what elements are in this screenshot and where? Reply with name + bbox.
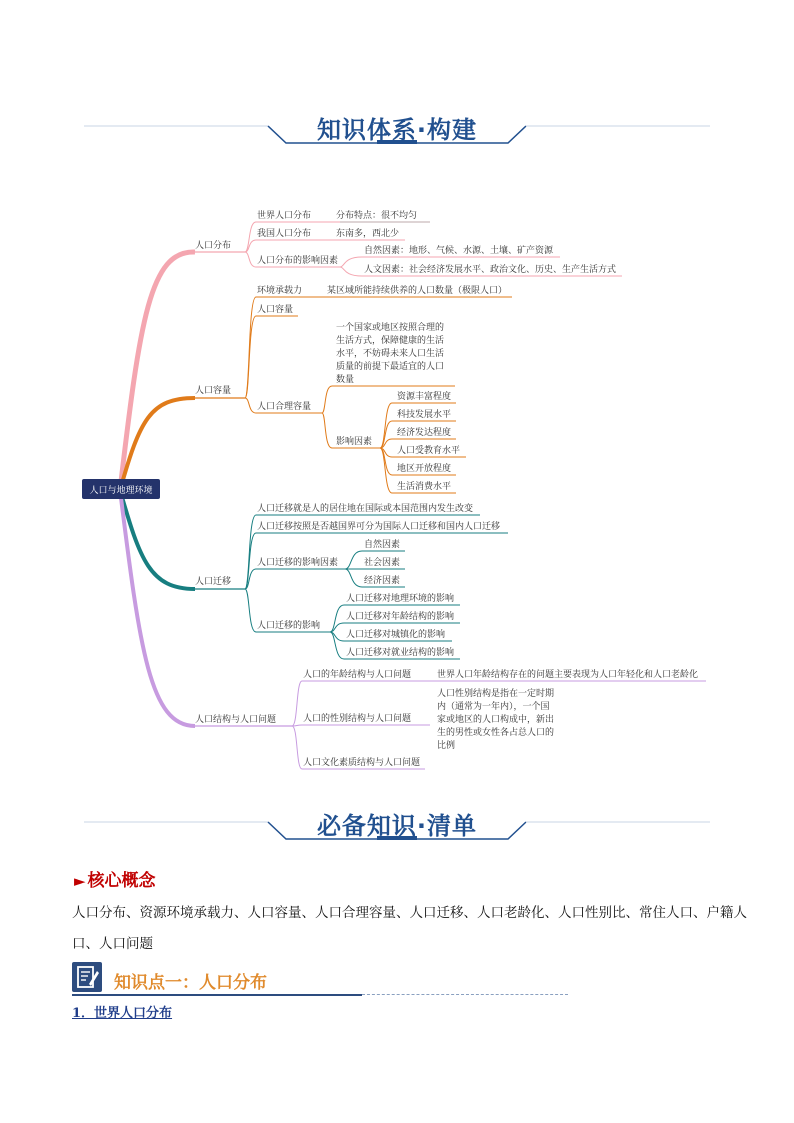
migration-impact-item: 人口迁移对地理环境的影响 [346,594,455,604]
node-age-structure-detail: 世界人口年龄结构存在的问题主要表现为人口年轻化和人口老龄化 [437,670,699,680]
node-human-factors: 人文因素：社会经济发展水平、政治文化、历史、生产生活方式 [364,265,617,275]
gender-detail-line: 家或地区的人口构成中，新出 [437,715,555,725]
node-migration-impacts: 人口迁移的影响 [257,621,321,631]
gender-detail-line: 生的男性或女性各占总人口的 [437,728,555,738]
branch-structure: 人口结构与人口问题 [195,715,277,725]
divider [72,994,362,996]
node-china-distribution-detail: 东南多，西北少 [336,229,400,239]
migration-impact-item: 人口迁移对年龄结构的影响 [346,612,455,622]
factor-item: 人口受教育水平 [397,446,461,456]
factor-item: 地区开放程度 [397,464,452,474]
subsection-heading: 1．世界人口分布 [72,1006,173,1021]
triangle-marker-icon: ► [74,872,86,890]
section-title: 知识体系·构建 [316,116,478,144]
def-line: 一个国家或地区按照合理的 [336,323,445,333]
migration-factor-item: 社会因素 [364,558,401,568]
factor-item: 经济发达程度 [397,428,452,438]
factor-item: 科技发展水平 [397,410,452,420]
core-concepts-heading [74,866,156,891]
def-line: 水平，不妨碍未来人口生活 [336,349,445,359]
node-age-structure: 人口的年龄结构与人口问题 [303,670,412,680]
node-world-distribution: 世界人口分布 [257,211,312,221]
section-title: 必备知识·清单 [316,812,478,840]
section-banner-knowledge-system [0,106,794,154]
notebook-pencil-icon [72,962,102,992]
def-line: 数量 [336,375,355,385]
mind-map [0,195,794,785]
node-distribution-factors: 人口分布的影响因素 [257,256,339,266]
migration-impact-item: 人口迁移对城镇化的影响 [346,630,446,640]
def-line: 生活方式，保障健康的生活 [336,336,445,346]
section-banner-essential-knowledge [0,802,794,850]
core-concepts-text: 人口分布、资源环境承载力、人口容量、人口合理容量、人口迁移、人口老龄化、人口性别比、常住人口、户籍人口、人口问题 [72,905,747,952]
migration-impact-item: 人口迁移对就业结构的影响 [346,648,455,658]
branch-population-distribution: 人口分布 [195,241,232,251]
divider-dashed [362,994,568,995]
knowledge-point-header [72,962,572,996]
node-reasonable-capacity: 人口合理容量 [257,402,312,412]
branch-population-capacity: 人口容量 [195,386,232,396]
node-world-distribution-detail: 分布特点：很不均匀 [336,211,418,221]
node-carrying-capacity-detail: 某区域所能持续供养的人口数量（极限人口） [327,286,508,296]
knowledge-point-title: 知识点一：人口分布 [114,973,267,993]
node-china-distribution: 我国人口分布 [257,229,312,239]
factor-item: 生活消费水平 [397,482,452,492]
factor-item: 资源丰富程度 [397,392,452,402]
gender-detail-line: 人口性别结构是指在一定时期 [437,689,555,699]
node-migration-classification: 人口迁移按照是否越国界可分为国际人口迁移和国内人口迁移 [257,522,501,532]
node-natural-factors: 自然因素：地形、气候、水源、土壤、矿产资源 [364,246,554,256]
migration-factor-item: 自然因素 [364,540,401,550]
node-population-capacity: 人口容量 [257,305,294,315]
node-influence-factors: 影响因素 [336,437,373,447]
branch-migration: 人口迁移 [195,577,232,587]
gender-detail-line: 比例 [437,741,456,751]
node-culture-structure: 人口文化素质结构与人口问题 [303,758,421,768]
node-gender-structure: 人口的性别结构与人口问题 [303,714,412,724]
node-migration-factors: 人口迁移的影响因素 [257,558,339,568]
node-carrying-capacity: 环境承载力 [257,286,303,296]
def-line: 质量的前提下最适宜的人口 [336,362,445,372]
core-concepts-title: 核心概念 [87,871,156,891]
root-label: 人口与地理环境 [89,486,153,496]
gender-detail-line: 内（通常为一年内），一个国 [437,702,550,712]
node-migration-definition: 人口迁移就是人的居住地在国际或本国范围内发生改变 [257,504,474,514]
migration-factor-item: 经济因素 [364,576,401,586]
